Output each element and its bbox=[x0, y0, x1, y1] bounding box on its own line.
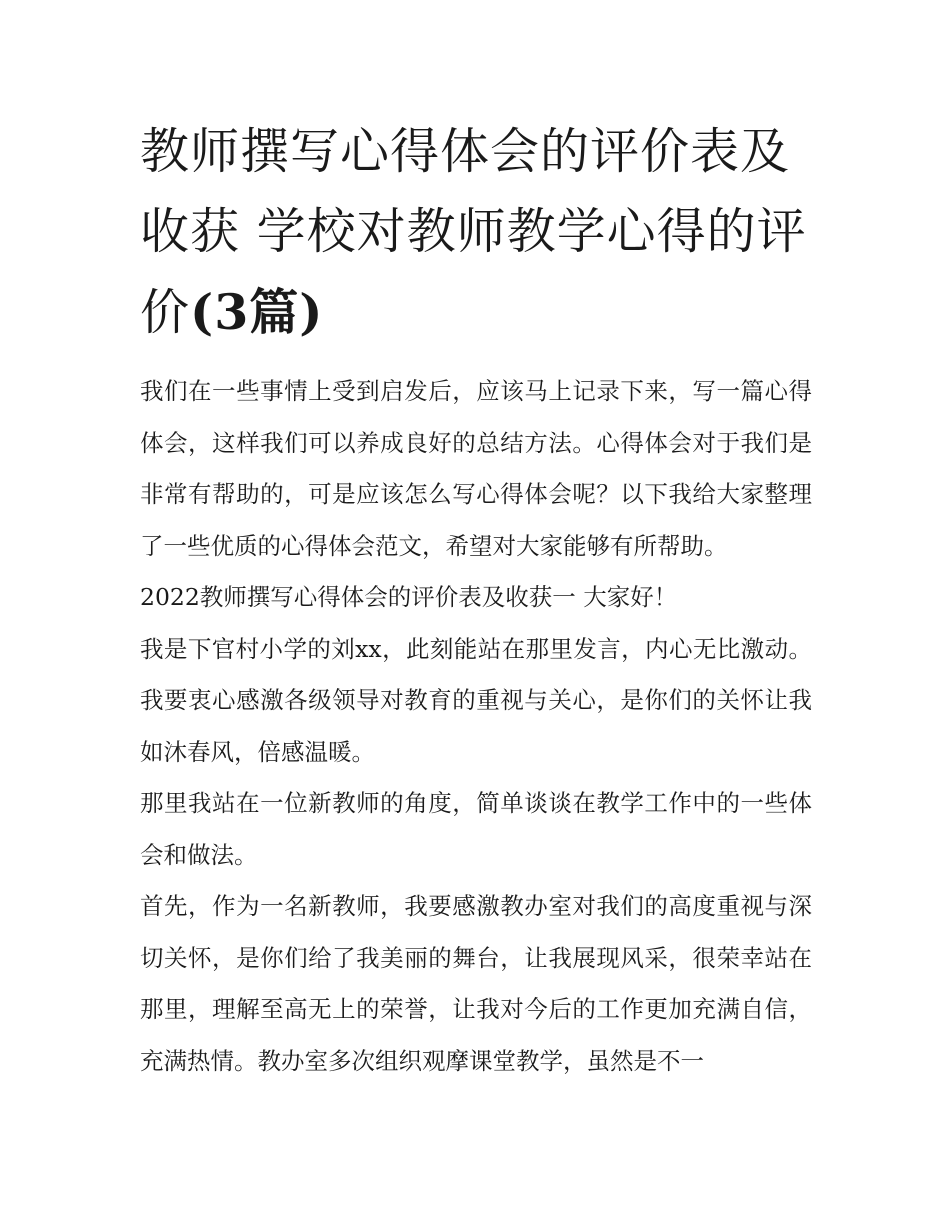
title-count-text: (3篇) bbox=[190, 283, 324, 341]
document-title bbox=[140, 112, 812, 353]
body-paragraph: 首先，作为一名新教师，我要感激教办室对我们的高度重视与深切关怀，是你们给了我美丽的舞台，让我展现风采，很荣幸站在那里，理解至高无上的荣誉，让我对今后的工作更加充满自信，充满热情。教办室多次组织观摩课堂教学，虽然是不一 bbox=[140, 892, 812, 1075]
body-paragraph: 我是下官村小学的刘xx，此刻能站在那里发言，内心无比激动。我要衷心感激各级领导对教育的重视与关心，是你们的关怀让我如沐春风，倍感温暖。 bbox=[140, 634, 812, 766]
body-paragraph: 那里我站在一位新教师的角度，简单谈谈在教学工作中的一些体会和做法。 bbox=[140, 789, 812, 869]
section-heading-paragraph: 2022教师撰写心得体会的评价表及收获一 大家好！ bbox=[140, 583, 678, 611]
title-main-text: 教师撰写心得体会的评价表及收获 学校对教师教学心得的评价 bbox=[140, 123, 807, 341]
document-page bbox=[140, 112, 812, 1087]
document-body bbox=[140, 366, 812, 1087]
intro-paragraph: 我们在一些事情上受到启发后，应该马上记录下来，写一篇心得体会，这样我们可以养成良好的总结方法。心得体会对于我们是非常有帮助的，可是应该怎么写心得体会呢？以下我给大家整理了一些优质的心得体会范文，希望对大家能够有所帮助。 bbox=[140, 377, 812, 560]
